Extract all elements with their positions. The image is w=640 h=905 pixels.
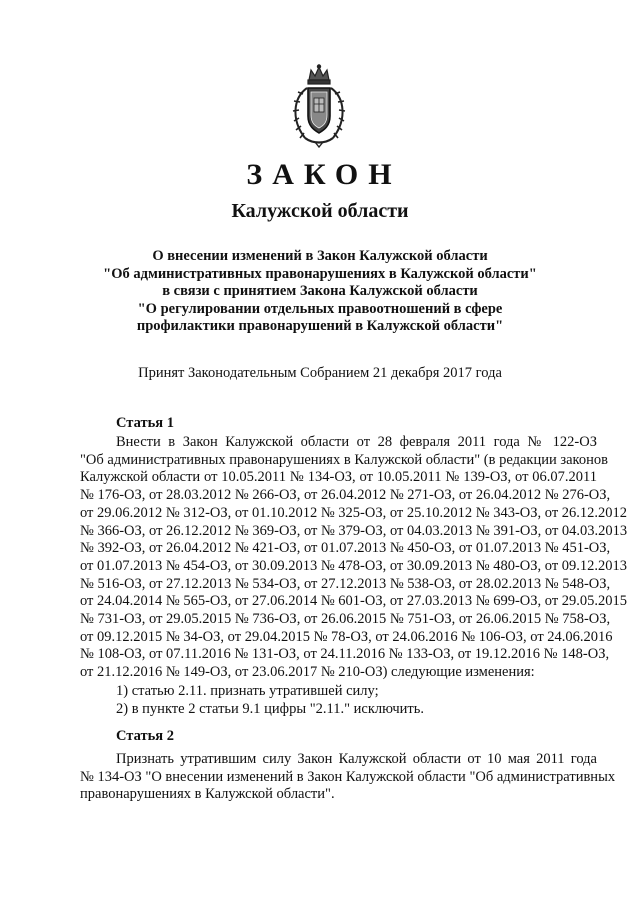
law-heading bbox=[0, 248, 640, 336]
text-line: № 134-ОЗ "О внесении изменений в Закон Калужской области "Об административных bbox=[80, 768, 616, 785]
text-line: № 366-ОЗ, от 26.12.2012 № 369-ОЗ, от № 379-ОЗ, от 04.03.2013 № 391-ОЗ, от 04.03.2013 bbox=[80, 522, 628, 539]
text-line: от 09.12.2015 № 34-ОЗ, от 29.04.2015 № 78-ОЗ, от 24.06.2016 № 106-ОЗ, от 24.06.2016 bbox=[80, 628, 613, 645]
law-heading-line: профилактики правонарушений в Калужской области" bbox=[136, 318, 504, 334]
text-line: Калужской области от 10.05.2011 № 134-ОЗ, от 10.05.2011 № 139-ОЗ, от 06.07.2011 bbox=[80, 469, 597, 486]
article-2-title: Статья 2 bbox=[116, 728, 174, 744]
text-line: № 176-ОЗ, от 28.03.2012 № 266-ОЗ, от 26.04.2012 № 271-ОЗ, от 26.04.2012 № 276-ОЗ, bbox=[80, 487, 611, 504]
document-subtitle: Калужской области bbox=[231, 200, 409, 222]
article-1-title: Статья 1 bbox=[116, 415, 174, 431]
law-heading-line: "О регулировании отдельных правоотношений в сфере bbox=[137, 300, 503, 317]
article-2-text bbox=[80, 751, 616, 804]
text-line: № 392-ОЗ, от 26.04.2012 № 421-ОЗ, от 01.07.2013 № 450-ОЗ, от 01.07.2013 № 451-ОЗ, bbox=[80, 540, 611, 557]
list-item: 1) статью 2.11. признать утратившей силу; bbox=[116, 683, 379, 699]
text-line: Признать утратившим силу Закон Калужской области от 10 мая 2011 года bbox=[116, 751, 597, 767]
adoption-note: Принят Законодательным Собранием 21 декабря 2017 года bbox=[138, 365, 502, 381]
list-item: 2) в пункте 2 статьи 9.1 цифры "2.11." исключить. bbox=[116, 701, 425, 717]
text-line: № 516-ОЗ, от 27.12.2013 № 534-ОЗ, от 27.12.2013 № 538-ОЗ, от 28.02.2013 № 548-ОЗ, bbox=[80, 575, 611, 592]
coat-of-arms-emblem bbox=[287, 64, 351, 148]
text-line: № 108-ОЗ, от 07.11.2016 № 131-ОЗ, от 24.11.2016 № 133-ОЗ, от 19.12.2016 № 148-ОЗ, bbox=[80, 646, 610, 663]
text-line: Внести в Закон Калужской области от 28 февраля 2011 года № 122-ОЗ bbox=[116, 434, 597, 450]
text-line: "Об административных правонарушениях в Калужской области" (в редакции законов bbox=[80, 451, 608, 468]
text-line: № 731-ОЗ, от 29.05.2015 № 736-ОЗ, от 26.06.2015 № 751-ОЗ, от 26.06.2015 № 758-ОЗ, bbox=[80, 611, 611, 628]
law-heading-line: в связи с принятием Закона Калужской области bbox=[162, 283, 478, 299]
law-heading-line: "Об административных правонарушениях в Калужской области" bbox=[103, 265, 537, 282]
document-title: ЗАКОН bbox=[246, 158, 402, 191]
article-1-text bbox=[80, 434, 628, 682]
text-line: от 24.04.2014 № 565-ОЗ, от 27.06.2014 № 601-ОЗ, от 27.03.2013 № 699-ОЗ, от 29.05.2015 bbox=[80, 593, 628, 610]
text-line: правонарушениях в Калужской области". bbox=[80, 786, 335, 803]
law-heading-line: О внесении изменений в Закон Калужской области bbox=[152, 248, 488, 264]
text-line: от 01.07.2013 № 454-ОЗ, от 30.09.2013 № 478-ОЗ, от 30.09.2013 № 480-ОЗ, от 09.12.2013 bbox=[80, 557, 628, 574]
text-line: от 21.12.2016 № 149-ОЗ, от 23.06.2017 № 210-ОЗ) следующие изменения: bbox=[80, 664, 535, 681]
text-line: от 29.06.2012 № 312-ОЗ, от 01.10.2012 № 325-ОЗ, от 25.10.2012 № 343-ОЗ, от 26.12.2012 bbox=[80, 504, 628, 521]
